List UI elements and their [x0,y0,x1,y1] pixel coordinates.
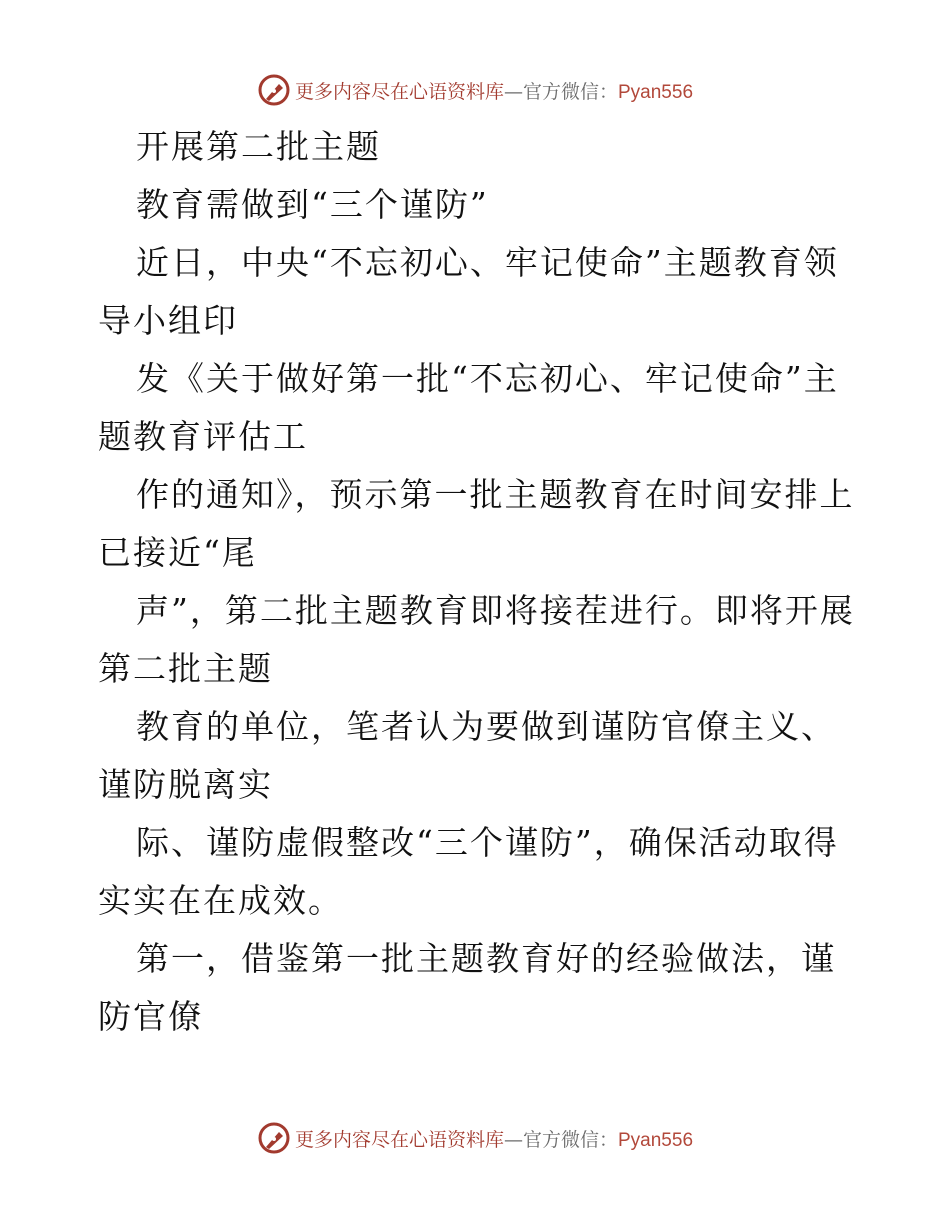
paragraph: 发《关于做好第一批“不忘初心、牢记使命”主题教育评估工 [98,359,839,456]
document-body [98,118,858,1046]
watermark-main: 更多内容尽在心语资料库 [294,80,504,103]
paragraph: 作的通知》，预示第一批主题教育在时间安排上已接近“尾 [98,475,855,572]
watermark-text [295,1125,693,1152]
header-watermark [0,70,950,110]
footer-watermark [0,1118,950,1158]
watermark-wechat-id: Pyan556 [618,81,694,103]
watermark-main: 更多内容尽在心语资料库 [294,1128,504,1151]
pen-nib-logo-icon [257,73,291,107]
paragraph: 开展第二批主题 [136,127,381,166]
paragraph: 近日，中央“不忘初心、牢记使命”主题教育领导小组印 [98,243,839,340]
watermark-label: 官方微信： [522,80,618,103]
paragraph: 教育的单位，笔者认为要做到谨防官僚主义、谨防脱离实 [98,707,836,804]
paragraph: 第一，借鉴第一批主题教育好的经验做法，谨防官僚 [98,939,836,1036]
watermark-dash: — [503,1128,523,1151]
pen-nib-logo-icon [257,1121,291,1155]
watermark-wechat-id: Pyan556 [618,1129,694,1151]
watermark-label: 官方微信： [522,1128,618,1151]
watermark-text [295,77,693,104]
paragraph: 声”，第二批主题教育即将接茬进行。即将开展第二批主题 [98,591,855,688]
watermark-dash: — [503,80,523,103]
paragraph: 际、谨防虚假整改“三个谨防”，确保活动取得实实在在成效。 [98,823,839,920]
paragraph: 教育需做到“三个谨防” [136,185,489,224]
